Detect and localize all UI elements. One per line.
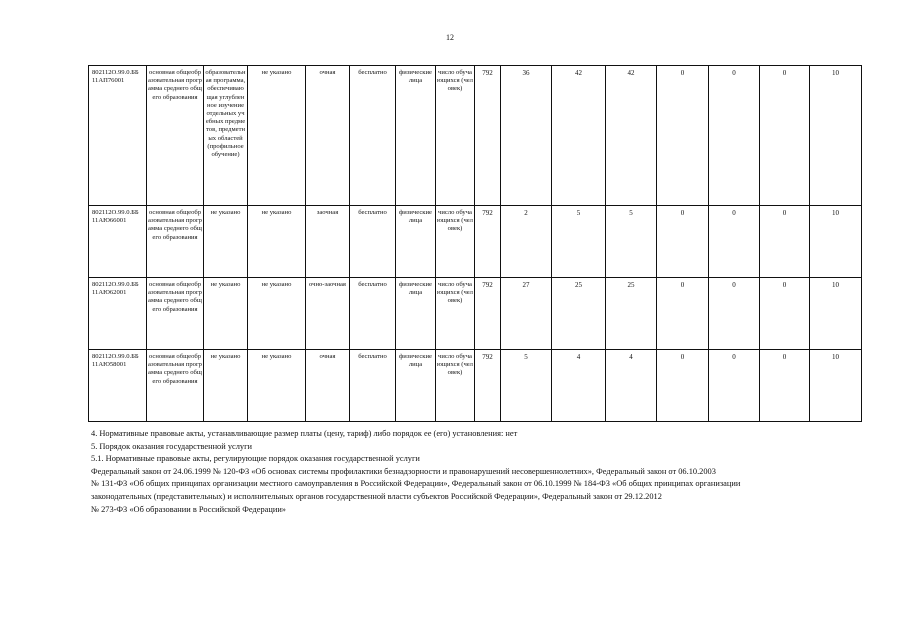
program-cell: основная общеобразовательная программа среднего общего образования: [147, 350, 204, 422]
program-cell: основная общеобразовательная программа среднего общего образования: [147, 206, 204, 278]
value-cell: 25: [606, 278, 657, 350]
table-row: [89, 66, 862, 206]
value-cell: 0: [709, 66, 760, 206]
value-cell: 0: [760, 350, 810, 422]
value-cell: 0: [760, 278, 810, 350]
note-line: законодательных (представительных) и исполнительных органов государственной власти субъектов Российской Федерации», Федеральный закон от 29.12.2012: [91, 491, 662, 501]
page-number: 12: [446, 33, 454, 42]
consumers-cell: физические лица: [396, 278, 436, 350]
value-cell: 5: [606, 206, 657, 278]
value-cell: 5: [501, 350, 552, 422]
value-cell: 2: [501, 206, 552, 278]
indicator-cell: число обучающихся (человек): [436, 206, 475, 278]
value-cell: 0: [657, 66, 709, 206]
registry-code: 802112О.99.0.ББ 11АЮ62001: [89, 278, 147, 350]
value-cell: 0: [709, 206, 760, 278]
value-cell: 36: [501, 66, 552, 206]
registry-code: 802112О.99.0.ББ 11АЮ66001: [89, 206, 147, 278]
category-cell: не указано: [248, 350, 306, 422]
table-row: [89, 278, 862, 350]
okei-cell: 792: [475, 66, 501, 206]
payment-cell: бесплатно: [350, 278, 396, 350]
form-cell: заочная: [306, 206, 350, 278]
okei-cell: 792: [475, 278, 501, 350]
category-cell: не указано: [248, 278, 306, 350]
form-cell: очная: [306, 66, 350, 206]
focus-cell: не указано: [204, 206, 248, 278]
value-cell: 0: [657, 350, 709, 422]
program-cell: основная общеобразовательная программа среднего общего образования: [147, 66, 204, 206]
payment-cell: бесплатно: [350, 206, 396, 278]
note-line: № 131-ФЗ «Об общих принципах организации местного самоуправления в Российской Федерации», Федеральный закон от 06.10.1999 № 184-ФЗ «Об общих принципах организации: [91, 479, 741, 489]
consumers-cell: физические лица: [396, 206, 436, 278]
payment-cell: бесплатно: [350, 350, 396, 422]
indicator-cell: число обучающихся (человек): [436, 278, 475, 350]
focus-cell: образовательная программа, обеспечивающая углубленное изучение отдельных учебных предметов, предметных областей (профильное обучение): [204, 66, 248, 206]
value-cell: 0: [657, 206, 709, 278]
service-volume-table: [88, 65, 862, 422]
okei-cell: 792: [475, 206, 501, 278]
note-line: Федеральный закон от 24.06.1999 № 120-ФЗ «Об основах системы профилактики безнадзорности и правонарушений несовершеннолетних», Федеральный закон от 06.10.2003: [91, 466, 716, 476]
category-cell: не указано: [248, 206, 306, 278]
value-cell: 42: [552, 66, 606, 206]
value-cell: 0: [657, 278, 709, 350]
form-cell: очная: [306, 350, 350, 422]
value-cell: 10: [810, 206, 862, 278]
consumers-cell: физические лица: [396, 66, 436, 206]
okei-cell: 792: [475, 350, 501, 422]
value-cell: 25: [552, 278, 606, 350]
focus-cell: не указано: [204, 350, 248, 422]
note-line: 5. Порядок оказания государственной услуги: [91, 441, 253, 451]
value-cell: 27: [501, 278, 552, 350]
registry-code: 802112О.99.0.ББ 11АП76001: [89, 66, 147, 206]
indicator-cell: число обучающихся (человек): [436, 66, 475, 206]
payment-cell: бесплатно: [350, 66, 396, 206]
program-cell: основная общеобразовательная программа среднего общего образования: [147, 278, 204, 350]
value-cell: 4: [606, 350, 657, 422]
note-line: 4. Нормативные правовые акты, устанавливающие размер платы (цену, тариф) либо порядок ее (его) установления: нет: [91, 429, 518, 438]
value-cell: 4: [552, 350, 606, 422]
value-cell: 5: [552, 206, 606, 278]
notes-section: [91, 428, 851, 516]
category-cell: не указано: [248, 66, 306, 206]
value-cell: 10: [810, 350, 862, 422]
value-cell: 10: [810, 278, 862, 350]
note-line: № 273-ФЗ «Об образовании в Российской Федерации»: [91, 504, 286, 514]
value-cell: 0: [760, 66, 810, 206]
form-cell: очно-заочная: [306, 278, 350, 350]
value-cell: 0: [709, 278, 760, 350]
table-row: [89, 206, 862, 278]
table-row: [89, 350, 862, 422]
value-cell: 0: [709, 350, 760, 422]
indicator-cell: число обучающихся (человек): [436, 350, 475, 422]
note-line: 5.1. Нормативные правовые акты, регулирующие порядок оказания государственной услуги: [91, 454, 420, 464]
value-cell: 10: [810, 66, 862, 206]
value-cell: 42: [606, 66, 657, 206]
focus-cell: не указано: [204, 278, 248, 350]
registry-code: 802112О.99.0.ББ 11АЮ58001: [89, 350, 147, 422]
value-cell: 0: [760, 206, 810, 278]
consumers-cell: физические лица: [396, 350, 436, 422]
